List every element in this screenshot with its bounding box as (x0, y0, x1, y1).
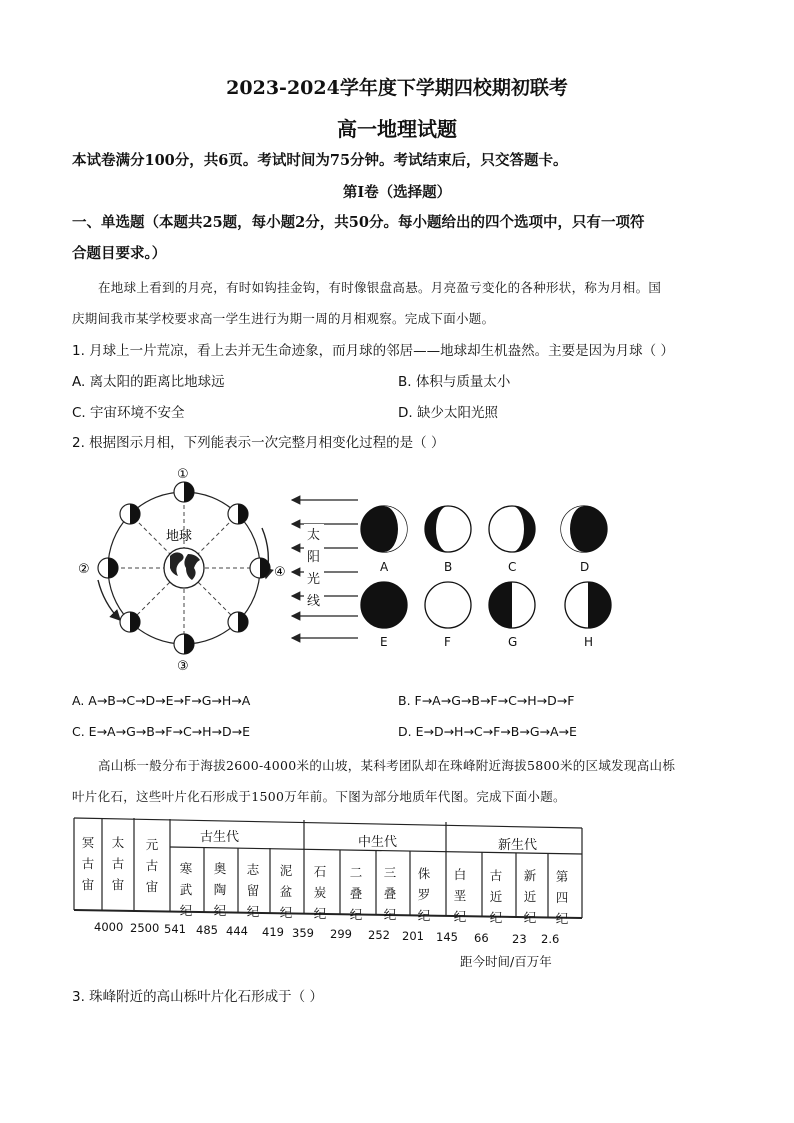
sunlight-char-4: 线 (307, 594, 321, 609)
tick-label: 23 (512, 932, 527, 946)
tick-label: 485 (196, 923, 218, 937)
eon-label-1: 太 古 宙 (111, 835, 125, 892)
q2-stem: 2. 根据图示月相，下列能表示一次完整月相变化过程的是（ ） (72, 435, 445, 451)
period-label-0: 寒 武 纪 (179, 861, 193, 918)
q2-option-a[interactable]: A. A→B→C→D→E→F→G→H→A (72, 693, 251, 708)
section-heading-line1: 一、单选题（本题共25题，每小题2分，共50分。每小题给出的四个选项中，只有一项符 (72, 214, 645, 231)
orbit-moon-top (174, 482, 194, 502)
tick-label: 145 (436, 930, 458, 944)
tick-label: 444 (226, 924, 248, 938)
phase-C (489, 506, 535, 552)
phase-label-B: B (444, 560, 453, 574)
sunlight-char-1: 太 (307, 528, 321, 543)
part-title: 第Ⅰ卷（选择题） (342, 184, 452, 201)
phase-label-C: C (508, 560, 517, 574)
period-label-4: 石 炭 纪 (313, 864, 327, 921)
period-label-2: 志 留 纪 (246, 862, 260, 919)
tick-label: 252 (368, 928, 390, 942)
era-paleozoic: 古生代 (200, 830, 240, 845)
period-label-3: 泥 盆 纪 (279, 863, 293, 920)
q2-option-b[interactable]: B. F→A→G→B→F→C→H→D→F (398, 693, 575, 708)
sunlight-arrows (292, 500, 358, 638)
phase-F (425, 582, 471, 628)
q1-option-b[interactable]: B. 体积与质量太小 (398, 374, 511, 390)
position-label-2: ② (78, 562, 90, 577)
tick-label: 201 (402, 929, 424, 943)
phase-label-G: G (508, 635, 518, 649)
phase-label-H: H (584, 635, 594, 649)
passage1-line1: 在地球上看到的月亮，有时如钩挂金钩，有时像银盘高悬。月亮盈亏变化的各种形状，称为月相。国 (98, 280, 662, 295)
phase-G (489, 582, 535, 628)
exam-notice: 本试卷满分100分，共6页。考试时间为75分钟。考试结束后，只交答题卡。 (72, 152, 568, 169)
phase-A (361, 506, 407, 552)
phase-B (425, 506, 471, 552)
tick-label: 2500 (130, 921, 160, 935)
passage2-line2: 叶片化石，这些叶片化石形成于1500万年前。下图为部分地质年代图。完成下面小题。 (72, 789, 566, 804)
eon-label-0: 冥 古 宙 (81, 835, 95, 892)
period-label-1: 奥 陶 纪 (213, 861, 227, 918)
phase-label-E: E (380, 635, 388, 649)
q1-option-d[interactable]: D. 缺少太阳光照 (398, 405, 498, 421)
passage1-line2: 庆期间我市某学校要求高一学生进行为期一周的月相观察。完成下面小题。 (72, 311, 495, 326)
orbit-moon-bottom-left (120, 612, 140, 632)
era-mesozoic: 中生代 (358, 835, 398, 850)
orbit-moon-left (98, 558, 118, 578)
passage2-line1: 高山栎一般分布于海拔2600-4000米的山坡，某科考团队却在珠峰附近海拔5800米的区域发现高山栎 (98, 758, 676, 773)
orbit-moon-top-left (120, 504, 140, 524)
q3-stem: 3. 珠峰附近的高山栎叶片化石形成于（ ） (72, 989, 323, 1005)
q1-option-a[interactable]: A. 离太阳的距离比地球远 (72, 374, 225, 390)
period-label-6: 三 叠 纪 (383, 865, 397, 922)
tick-label: 2.6 (541, 932, 560, 946)
q2-option-d[interactable]: D. E→D→H→C→F→B→G→A→E (398, 724, 577, 739)
q1-option-c[interactable]: C. 宇宙环境不安全 (72, 405, 185, 421)
phase-label-F: F (444, 635, 451, 649)
phase-label-D: D (580, 560, 590, 574)
tick-label: 359 (292, 926, 314, 940)
phase-label-A: A (380, 560, 389, 574)
period-label-7: 侏 罗 纪 (417, 866, 431, 923)
orbit-arrow-left (98, 580, 120, 620)
q1-stem: 1. 月球上一片荒凉，看上去并无生命迹象，而月球的邻居——地球却生机盎然。主要是因为月球（ ） (72, 343, 674, 359)
period-label-5: 二 叠 纪 (349, 865, 363, 922)
orbit-moon-top-right (228, 504, 248, 524)
position-label-3: ③ (177, 659, 189, 674)
earth-label: 地球 (166, 529, 193, 544)
era-cenozoic: 新生代 (498, 838, 538, 853)
sunlight-char-3: 光 (307, 572, 321, 587)
orbit-moon-right (250, 558, 270, 578)
orbit-moon-bottom-right (228, 612, 248, 632)
moon-phase-figure (70, 460, 630, 675)
position-label-1: ① (177, 467, 189, 482)
sunlight-char-2: 阳 (307, 550, 321, 565)
orbit-moon-bottom (174, 634, 194, 654)
tick-label: 66 (474, 931, 489, 945)
earth-globe-icon (164, 548, 204, 588)
axis-caption: 距今时间/百万年 (460, 954, 552, 969)
period-label-10: 新 近 纪 (523, 868, 537, 925)
period-label-9: 古 近 纪 (489, 868, 503, 925)
position-label-4: ④ (274, 565, 286, 580)
exam-title: 2023-2024学年度下学期四校期初联考 (226, 77, 568, 99)
phase-D (561, 506, 607, 552)
section-heading-line2: 合题目要求。） (72, 245, 167, 262)
tick-label: 299 (330, 927, 352, 941)
tick-label: 4000 (94, 920, 124, 934)
q2-option-c[interactable]: C. E→A→G→B→F→C→H→D→E (72, 724, 251, 739)
exam-subtitle: 高一地理试题 (337, 117, 457, 141)
tick-label: 541 (164, 922, 186, 936)
tick-label: 419 (262, 925, 284, 939)
phase-H (565, 582, 611, 628)
period-label-8: 白 垩 纪 (453, 867, 467, 924)
period-label-11: 第 四 纪 (555, 869, 569, 926)
eon-label-2: 元 古 宙 (145, 837, 159, 894)
phase-E (361, 582, 407, 628)
